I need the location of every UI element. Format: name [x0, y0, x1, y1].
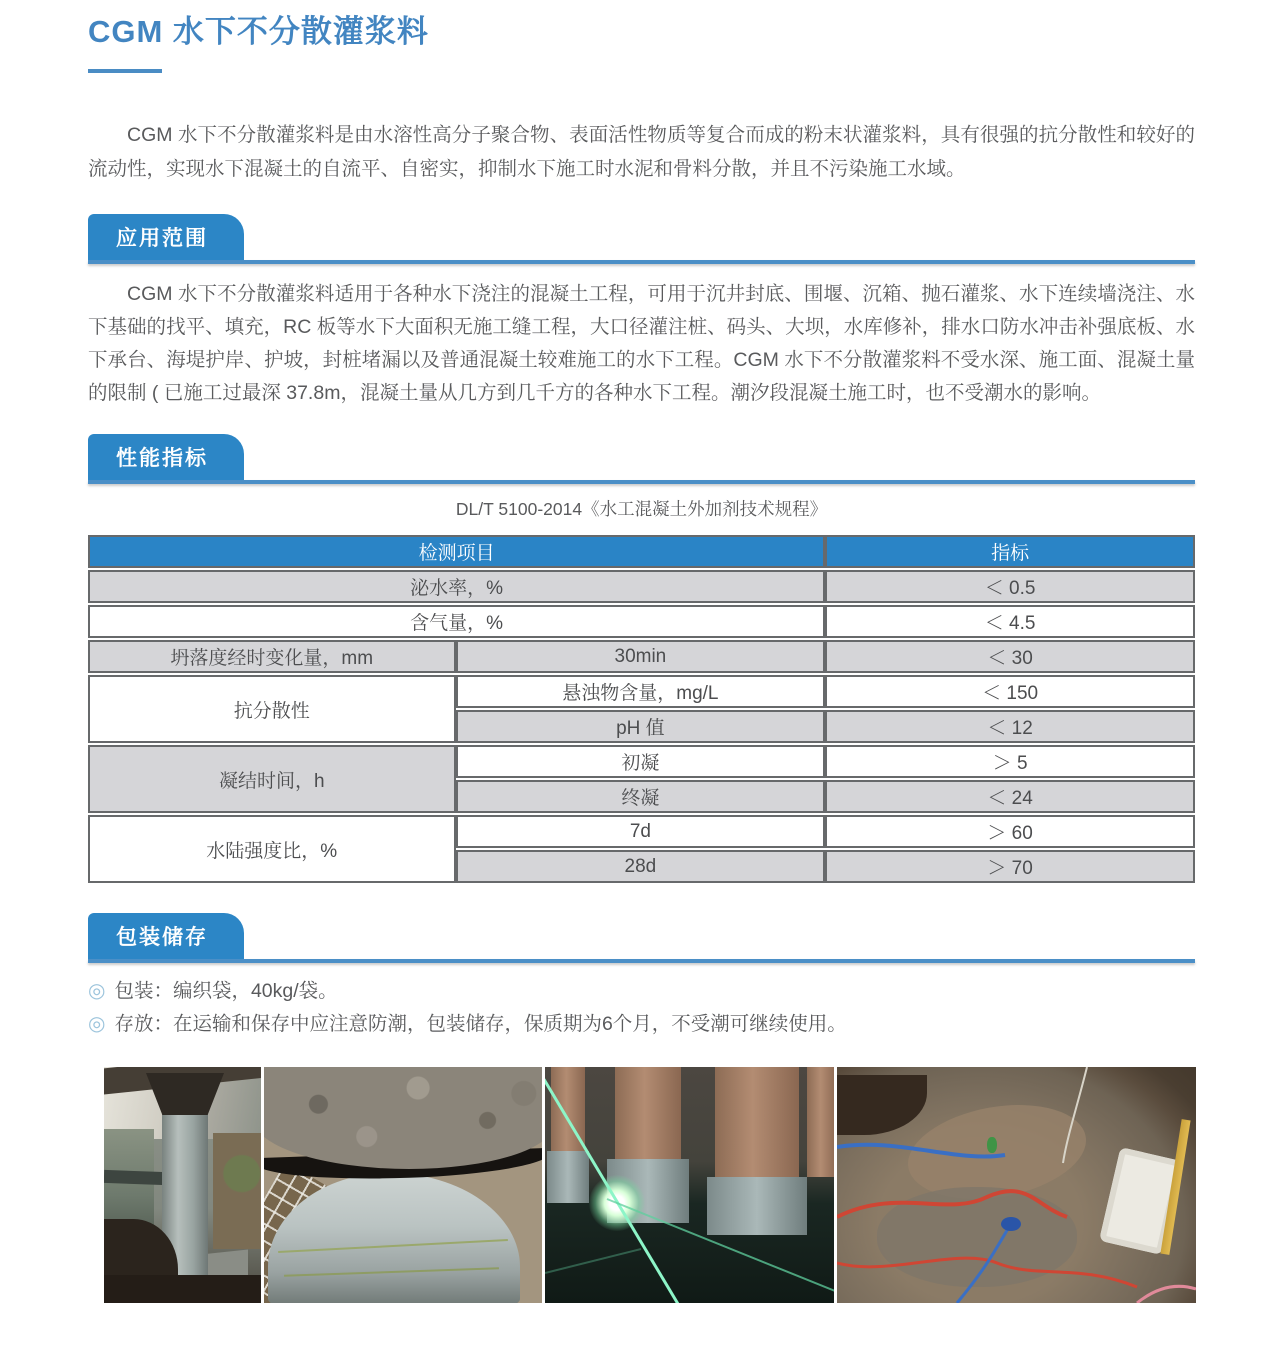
index-value-cell: ＜ 24 [825, 780, 1195, 813]
photo-detail [213, 1133, 261, 1249]
test-item-cell: 含气量，% [88, 605, 825, 638]
section-badge-packaging: 包装储存 [88, 913, 244, 959]
standard-reference: DL/T 5100-2014《水工混凝土外加剂技术规程》 [455, 499, 828, 519]
page-title: CGM 水下不分散灌浆料 [88, 14, 429, 49]
section-rule [88, 959, 1195, 963]
test-item-cell: 凝结时间，h [88, 745, 456, 813]
ring-bullet-icon: ◎ [88, 980, 106, 1002]
section-performance-header [88, 434, 1195, 484]
table-row [88, 815, 1195, 848]
table-row [88, 640, 1195, 673]
project-photo-strip [104, 1067, 1195, 1303]
section-packaging-header [88, 913, 1195, 963]
laser-beam-overlay [545, 1067, 834, 1303]
photo-caisson-interior [837, 1067, 1196, 1303]
test-item-cell: 坍落度经时变化量，mm [88, 640, 456, 673]
photo-detail [264, 1067, 542, 1169]
test-item-cell: 泌水率，% [88, 570, 825, 603]
test-item-cell: 抗分散性 [88, 675, 456, 743]
photo-detail [987, 1137, 997, 1153]
packaging-list [88, 975, 1195, 1041]
table-row [88, 605, 1195, 638]
test-subitem-cell: 30min [456, 640, 826, 673]
test-subitem-cell: 7d [456, 815, 826, 848]
ring-bullet-icon: ◎ [88, 1013, 106, 1035]
test-item-cell: 水陆强度比，% [88, 815, 456, 883]
test-subitem-cell: 初凝 [456, 745, 826, 778]
photo-detail [1001, 1217, 1021, 1231]
photo-detail [104, 1170, 166, 1185]
test-subitem-cell: 终凝 [456, 780, 826, 813]
index-value-cell: ＞ 5 [825, 745, 1195, 778]
list-item [88, 975, 1195, 1008]
photo-pier-column-construction [104, 1067, 261, 1303]
column-header-index: 指标 [825, 535, 1195, 568]
index-value-cell: ＜ 30 [825, 640, 1195, 673]
index-value-cell: ＞ 60 [825, 815, 1195, 848]
photo-detail [104, 1275, 261, 1303]
column-header-item: 检测项目 [88, 535, 825, 568]
photo-underwater-laser-piers [545, 1067, 834, 1303]
photo-pier-base-closeup [264, 1067, 542, 1303]
index-value-cell: ＜ 12 [825, 710, 1195, 743]
table-row [88, 570, 1195, 603]
test-subitem-cell: pH 值 [456, 710, 826, 743]
index-value-cell: ＜ 4.5 [825, 605, 1195, 638]
index-value-cell: ＞ 70 [825, 850, 1195, 883]
section-badge-application: 应用范围 [88, 214, 244, 260]
intro-paragraph: CGM 水下不分散灌浆料是由水溶性高分子聚合物、表面活性物质等复合而成的粉末状灌浆料，具有很强的抗分散性和较好的流动性，实现水下混凝土的自流平、自密实，抑制水下施工时水泥和骨料分散，并且不污染施工水域。 [88, 124, 1195, 180]
application-paragraph: CGM 水下不分散灌浆料适用于各种水下浇注的混凝土工程，可用于沉井封底、围堰、沉箱、抛石灌浆、水下连续墙浇注、水下基础的找平、填充，RC 板等水下大面积无施工缝工程，大口径灌注桩、码头、大坝，水库修补，排水口防水冲击补强底板、水下承台、海堤护岸、护坡，封桩堵漏以及普通混凝土较难施工的水下工程。CGM 水下不分散灌浆料不受水深、施工面、混凝土量的限制 ( 已施工过最深 37.8m，混凝土量从几方到几千方的各种水下工程。潮汐段混凝土施工时，也不受潮水的影响。 [88, 283, 1195, 404]
section-badge-performance: 性能指标 [88, 434, 244, 480]
index-value-cell: ＜ 0.5 [825, 570, 1195, 603]
table-header-row [88, 535, 1195, 568]
section-rule [88, 260, 1195, 264]
test-subitem-cell: 悬浊物含量，mg/L [456, 675, 826, 708]
performance-table [88, 533, 1195, 885]
title-underline [88, 69, 162, 73]
list-item-text: 存放：在运输和保存中应注意防潮，包装储存，保质期为6个月，不受潮可继续使用。 [114, 1013, 847, 1035]
index-value-cell: ＜ 150 [825, 675, 1195, 708]
list-item [88, 1008, 1195, 1041]
table-row [88, 745, 1195, 778]
section-rule [88, 480, 1195, 484]
test-subitem-cell: 28d [456, 850, 826, 883]
product-sheet-page [0, 12, 1280, 1303]
section-application-header [88, 214, 1195, 264]
list-item-text: 包装：编织袋，40kg/袋。 [114, 980, 338, 1002]
table-row [88, 675, 1195, 708]
